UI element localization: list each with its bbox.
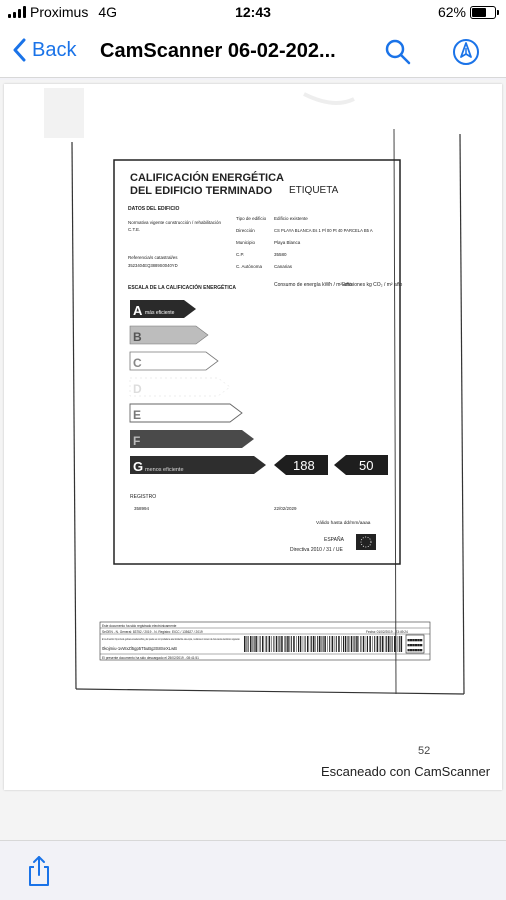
qr-module [415,644,417,646]
barcode-bar [317,636,318,652]
barcode-bar [353,636,354,652]
barcode-bar [324,636,326,652]
barcode-bar [382,636,384,652]
energy-class-b [130,326,208,344]
fecha-value: 22/02/2029 [274,506,297,511]
qr-module [413,649,415,651]
barcode-bar [298,636,299,652]
camscanner-watermark: Escaneado con CamScanner [321,764,491,779]
energy-class-d [130,378,230,396]
qr-module [410,649,412,651]
barcode-bar [246,636,247,652]
barcode-bar [279,636,280,652]
barcode-bar [319,636,321,652]
barcode-bar [332,636,334,652]
barcode-bar [266,636,267,652]
barcode-bar [287,636,289,652]
qr-module [420,649,422,651]
battery-percent: 62% [437,4,466,20]
navigation-bar [0,26,506,78]
qr-module [420,639,422,641]
barcode-bar [345,636,347,652]
bottom-toolbar [0,840,506,900]
barcode-bar [255,636,257,652]
page-border [394,129,396,694]
barcode-bar [321,636,322,652]
qr-module [420,644,422,646]
ref-catastral-label: Referencia/s catastral/es [128,255,178,260]
document-title: CamScanner 06-02-202... [100,40,336,62]
barcode-bar [260,636,261,652]
battery-fill [472,8,486,17]
energy-class-f [130,430,254,448]
emisiones-heading: Emisiones kg CO₂ / m² año [342,282,403,288]
scanned-document [4,84,502,790]
registro-value: 358994 [134,506,150,511]
chevron-left-icon [12,38,26,62]
normativa-value: C.T.E. [128,227,141,232]
qr-module [408,639,410,641]
share-icon[interactable] [26,855,52,887]
barcode-bar [272,636,273,652]
qr-module [408,649,410,651]
verification-footer [100,622,430,660]
tipo-value: Edificio existente [274,216,308,221]
energy-scale [130,300,266,474]
page-border [460,134,464,694]
barcode-bar [336,636,337,652]
barcode-bar [374,636,375,652]
cp-value: 35580 [274,252,287,257]
barcode-bar [369,636,371,652]
barcode-bar [392,636,393,652]
qr-module [418,639,420,641]
barcode-bar [397,636,398,652]
cp-label: C.P. [236,252,245,257]
barcode-bar [347,636,348,652]
class-a-caption: más eficiente [145,310,175,316]
barcode-bar [284,636,285,652]
barcode-bar [363,636,365,652]
barcode-bar [273,636,274,652]
barcode-bar [285,636,286,652]
qr-module [418,649,420,651]
barcode-bar [293,636,295,652]
qr-module [413,639,415,641]
barcode-bar [399,636,400,652]
barcode-bar [290,636,291,652]
footer-line-4: El presente documento ha sido descargado el 25/02/2019 - 08:41:51 [102,656,199,660]
ref-catastral-value: 3523404EQ3889S0040YD [128,263,178,268]
barcode-bar [351,636,353,652]
qr-module [415,639,417,641]
energy-class-c [130,352,218,370]
barcode-bar [354,636,355,652]
barcode-bar [254,636,255,652]
barcode-bar [313,636,315,652]
barcode-bar [250,636,252,652]
barcode-bar [372,636,373,652]
barcode-bar [252,636,253,652]
barcode-bar [276,636,278,652]
escala-heading: ESCALA DE LA CALIFICACIÓN ENERGÉTICA [128,285,236,291]
energy-class-g [130,456,266,474]
barcode-bar [329,636,330,652]
barcode-bar [281,636,283,652]
barcode-bar [380,636,381,652]
markup-pen-icon[interactable] [452,38,480,66]
barcode-bar [338,636,340,652]
barcode-bar [278,636,279,652]
barcode-bar [356,636,358,652]
document-viewer[interactable] [0,80,506,840]
scan-shadow [304,94,354,103]
scanned-page [4,84,502,790]
barcode-bar [401,636,403,652]
footer-line-2: SeOEN - N. General: 83752 / 2019 - N. Registro: EICC / 135627 / 2019 [102,630,203,634]
footer-line-3: En la dirección https://sede.gobcan.es/sede/verifica_doc puede ser comprobada la autenticidad de esta copia, mediante el número de documento electrónico siguiente: [102,638,295,641]
barcode-bar [348,636,349,652]
barcode-bar [305,636,306,652]
energy-class-e [130,404,242,422]
barcode-bar [359,636,360,652]
barcode-bar [265,636,266,652]
barcode-bar [244,636,246,652]
tipo-label: Tipo de edificio [236,216,267,221]
barcode-bar [262,636,264,652]
qr-module [413,644,415,646]
barcode [244,636,402,652]
barcode-bar [341,636,342,652]
footer-fecha: Fecha: 01/02/2019 - 23:49:24 [366,630,408,634]
barcode-bar [310,636,311,652]
eu-flag-icon [356,534,376,550]
page-border [76,689,464,694]
qr-module [410,639,412,641]
back-button[interactable] [12,38,76,62]
qr-module [408,644,410,646]
normativa-label: Normativa vigente construcción / rehabilitación [128,220,222,225]
barcode-bar [379,636,380,652]
comunidad-label: C. Autónoma [236,264,263,269]
barcode-bar [334,636,335,652]
label-etiqueta: ETIQUETA [289,185,339,196]
comunidad-value: Canarias [274,264,293,269]
barcode-bar [269,636,271,652]
status-bar [0,0,506,26]
status-right [438,4,496,20]
direccion-label: Dirección [236,228,255,233]
barcode-bar [343,636,344,652]
barcode-bar [291,636,292,652]
energy-class-a [130,300,196,318]
barcode-bar [366,636,367,652]
back-label: Back [32,38,77,61]
network-type: 4G [98,4,118,20]
barcode-bar [303,636,304,652]
consumo-heading: Consumo de energía kWh / m² año [274,282,352,288]
footer-code: 0kojmiu-1vWxZl5gp5T5uBg3S8SeXLwB [102,646,177,651]
barcode-bar [390,636,391,652]
class-letter-a: A [133,303,143,318]
class-g-caption: menos eficiente [145,467,184,473]
class-letter-g: G [133,459,144,474]
barcode-bar [296,636,297,652]
barcode-bar [377,636,379,652]
footer-line-1: Este documento ha sido registrado electrónicamente [102,624,177,628]
consumo-value: 188 [293,458,315,473]
page-border [72,142,76,689]
search-icon[interactable] [384,38,412,66]
barcode-bar [315,636,316,652]
barcode-bar [367,636,368,652]
barcode-bar [327,636,328,652]
registro-label: REGISTRO [130,494,157,500]
direccion-value: CS PLAYA BLANCA Es 1 Pl 00 Pt 40 PARCELA B5 A [274,228,373,233]
battery-icon [470,6,496,19]
barcode-bar [388,636,390,652]
scan-shadow [44,88,84,138]
emisiones-value: 50 [359,458,374,473]
pais-label: ESPAÑA [324,537,344,543]
barcode-bar [248,636,249,652]
emisiones-rating [334,455,388,475]
valido-label: Válido hasta dd/mm/aaaa [316,521,371,526]
qr-module [418,644,420,646]
carrier-name: Proximus [30,4,89,20]
datos-edificio-heading: DATOS DEL EDIFICIO [128,206,180,212]
barcode-bar [300,636,302,652]
label-title-2: DEL EDIFICIO TERMINADO [130,185,273,197]
barcode-bar [311,636,312,652]
barcode-bar [307,636,309,652]
qr-module [410,644,412,646]
barcode-bar [385,636,386,652]
label-title-1: CALIFICACIÓN ENERGÉTICA [130,172,284,184]
barcode-bar [386,636,387,652]
consumo-rating [274,455,328,475]
barcode-bar [360,636,361,652]
municipio-value: Playa Blanca [274,240,301,245]
class-letter-b: B [133,330,142,344]
status-time: 12:43 [235,4,271,20]
qr-code-pattern [408,639,423,651]
class-letter-d: D [133,382,142,396]
municipio-label: Municipio [236,240,256,245]
qr-module [415,649,417,651]
directiva-label: Directiva 2010 / 31 / UE [290,547,343,553]
class-letter-e: E [133,408,142,422]
page-number: 52 [418,745,431,757]
class-letter-c: C [133,356,142,370]
barcode-bar [323,636,324,652]
barcode-bar [258,636,259,652]
barcode-bar [394,636,396,652]
class-letter-f: F [133,434,141,448]
